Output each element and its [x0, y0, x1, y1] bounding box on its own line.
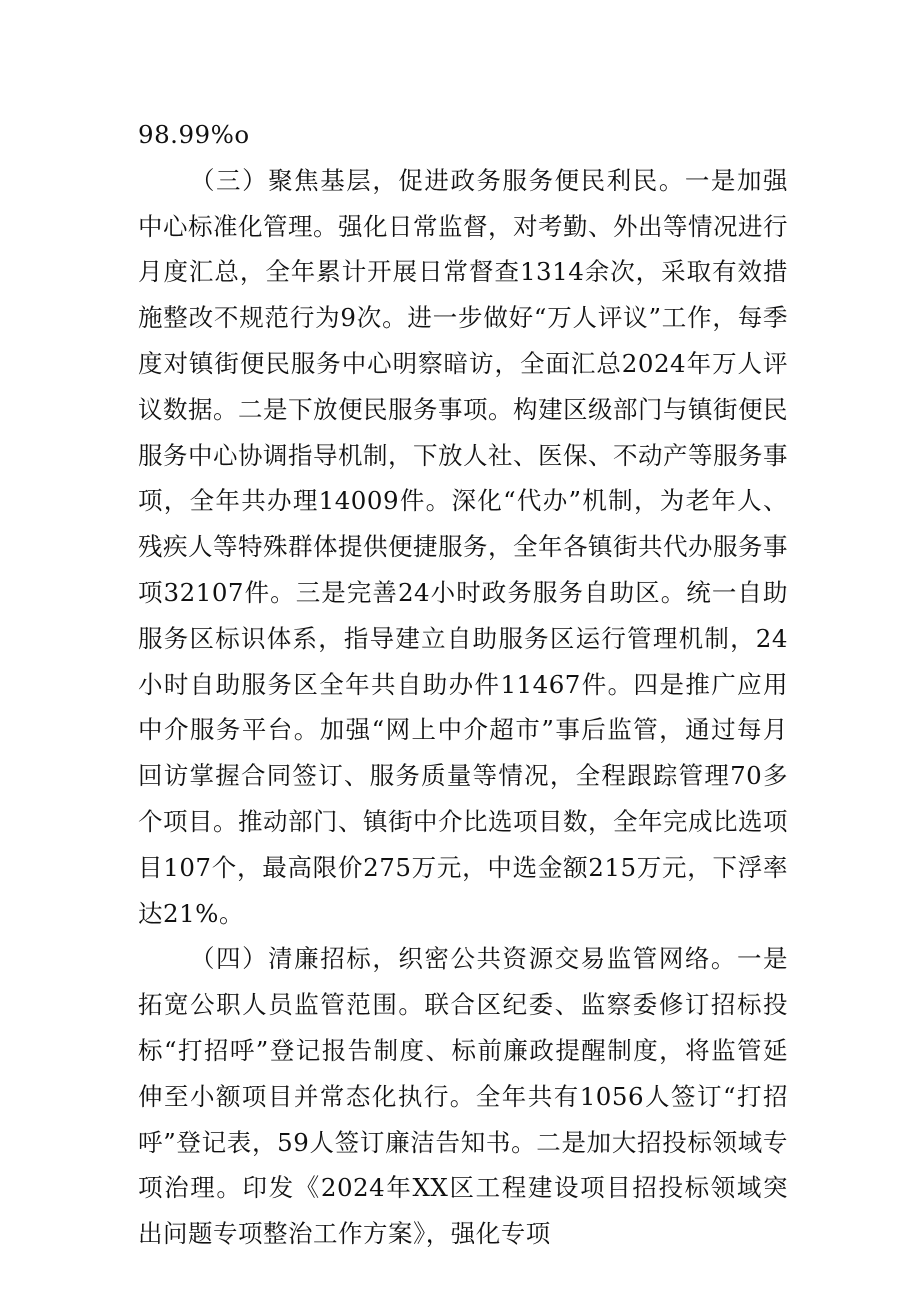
- lead-line: 98.99%o: [138, 120, 250, 149]
- paragraph-section-3: （三）聚焦基层，促进政务服务便民利民。一是加强中心标准化管理。强化日常监督，对考勤、外出等情况进行月度汇总，全年累计开展日常督查1314余次，采取有效措施整改不规范行为9次。进一步做好“万人评议”工作，每季度对镇街便民服务中心明察暗访，全面汇总2024年万人评议数据。二是下放便民服务事项。构建区级部门与镇街便民服务中心协调指导机制，下放人社、医保、不动产等服务事项，全年共办理14009件。深化“代办”机制，为老年人、残疾人等特殊群体提供便捷服务，全年各镇街共代办服务事项32107件。三是完善24小时政务服务自助区。统一自助服务区标识体系，指导建立自助服务区运行管理机制，24小时自助服务区全年共自助办件11467件。四是推广应用中介服务平台。加强“网上中介超市”事后监管，通过每月回访掌握合同签订、服务质量等情况，全程跟踪管理70多个项目。推动部门、镇街中介比选项目数，全年完成比选项目107个，最高限价275万元，中选金额215万元，下浮率达21%。: [138, 165, 788, 928]
- body-text: [138, 112, 788, 1257]
- paragraph-section-4: （四）清廉招标，织密公共资源交易监管网络。一是拓宽公职人员监管范围。联合区纪委、监察委修订招标投标“打招呼”登记报告制度、标前廉政提醒制度，将监管延伸至小额项目并常态化执行。全年共有1056人签订“打招呼”登记表，59人签订廉洁告知书。二是加大招投标领域专项治理。印发《2024年XX区工程建设项目招投标领域突出问题专项整治工作方案》，强化专项: [138, 944, 788, 1249]
